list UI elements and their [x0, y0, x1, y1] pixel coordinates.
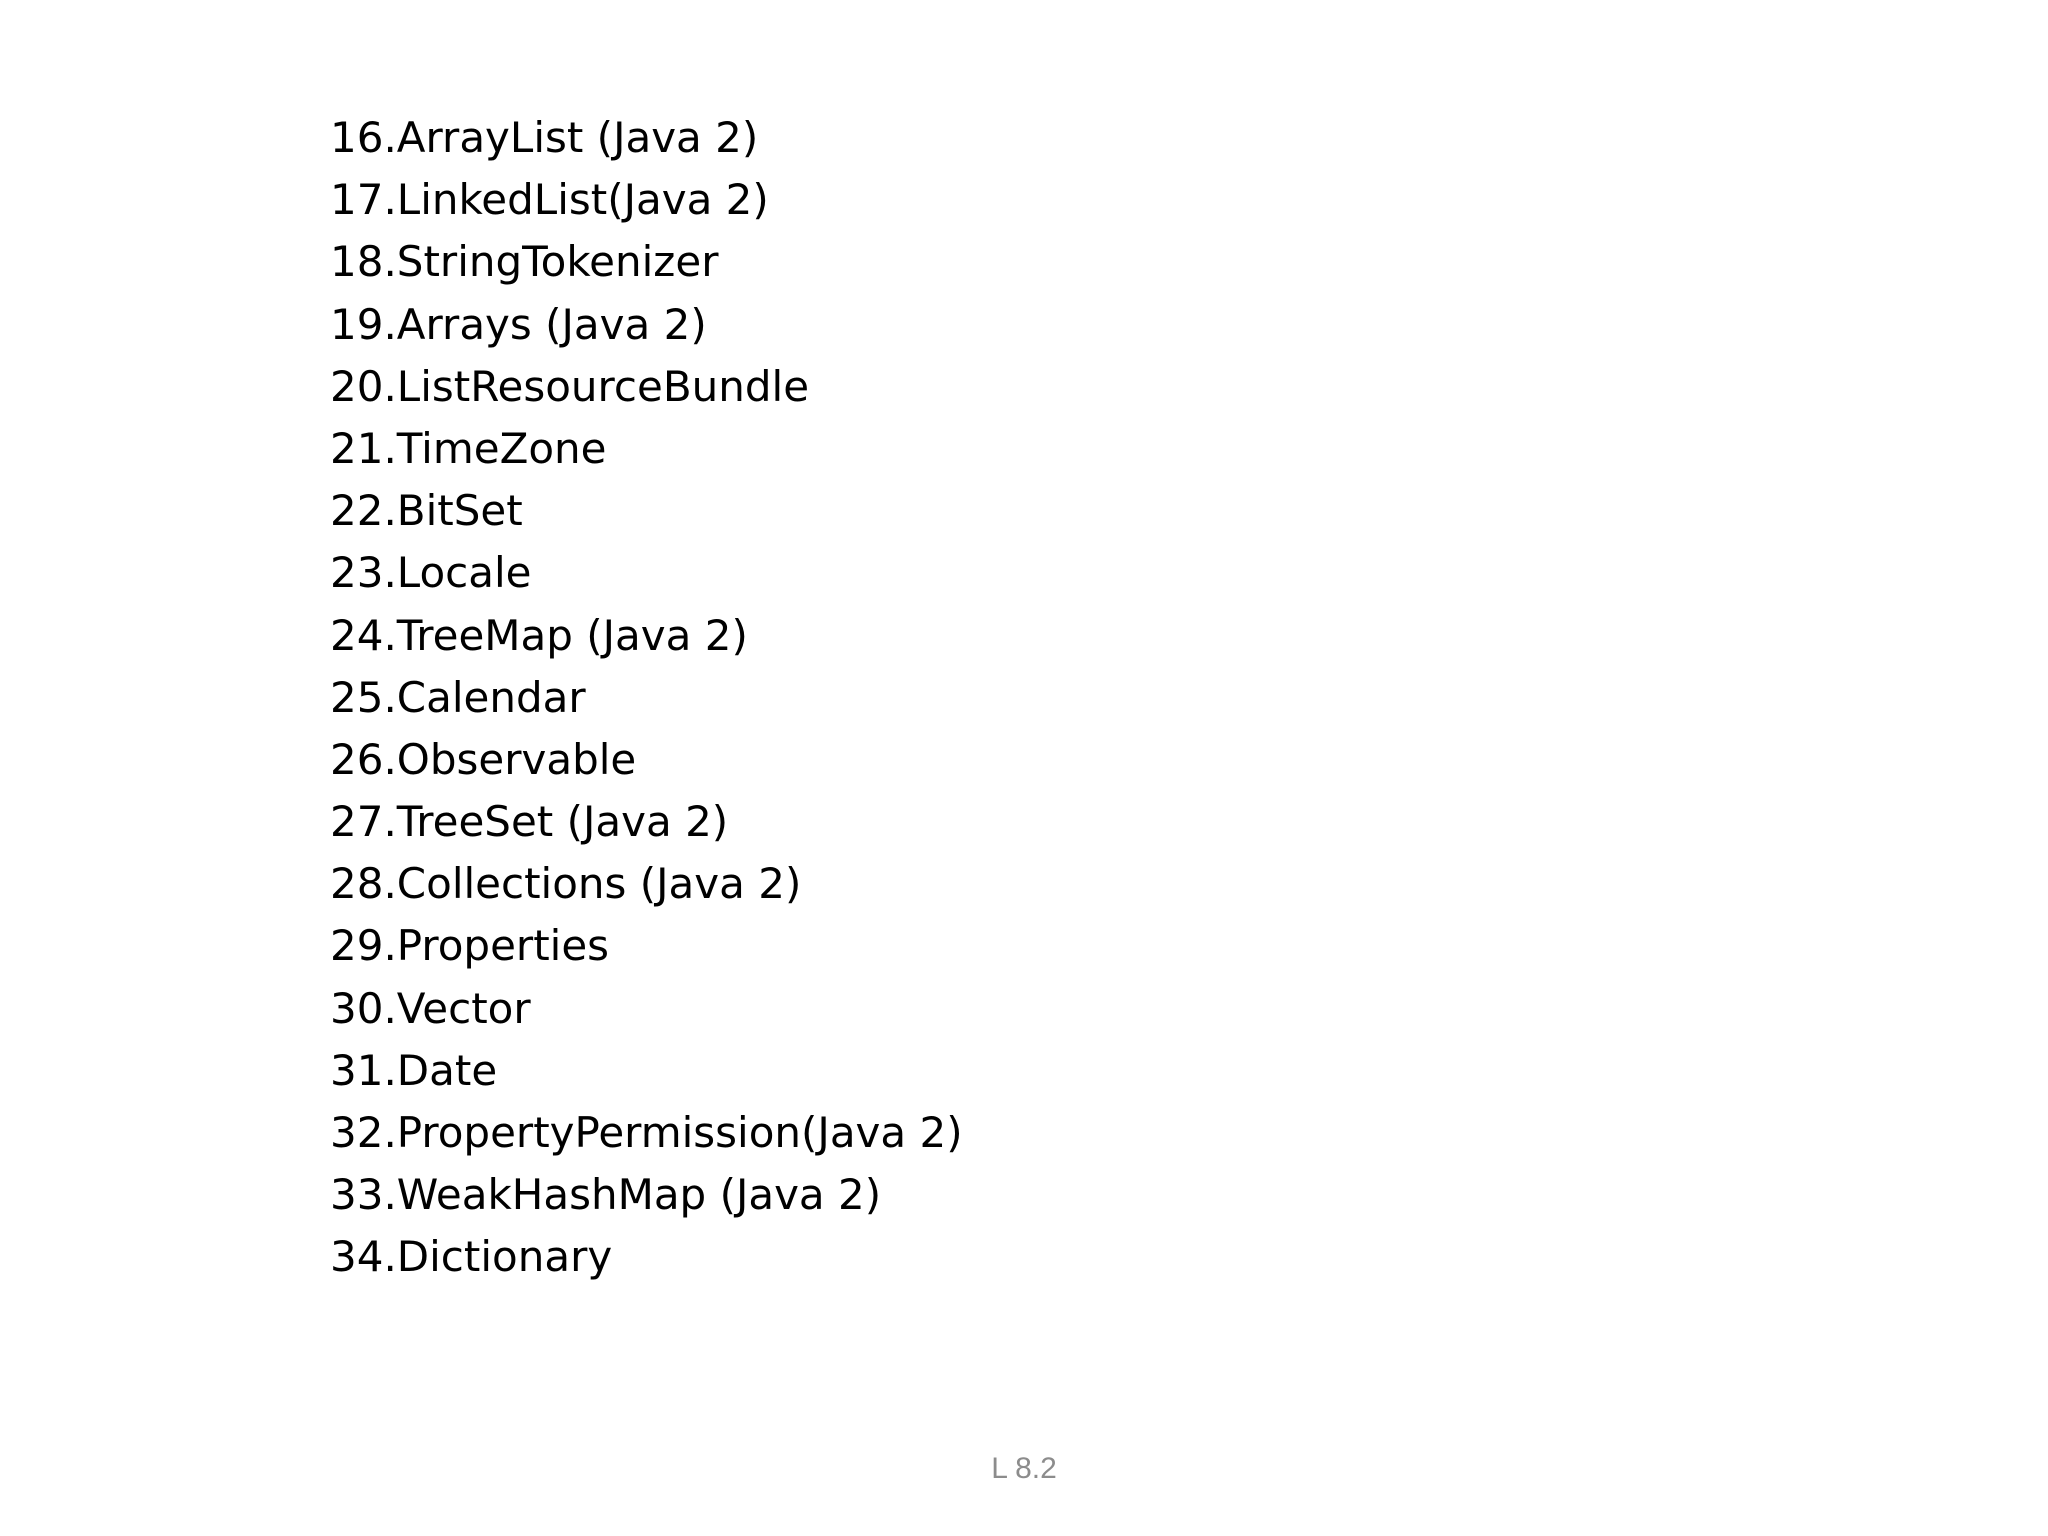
list-item: 25.Calendar — [330, 672, 586, 722]
list-item: 33.WeakHashMap (Java 2) — [330, 1170, 882, 1220]
class-list — [330, 107, 963, 1289]
list-item: 29.Properties — [330, 921, 610, 971]
list-item: 32.PropertyPermission(Java 2) — [330, 1108, 963, 1157]
list-item: 30.Vector — [330, 983, 531, 1033]
list-item: 22.BitSet — [330, 486, 523, 536]
list-item: 23.Locale — [330, 548, 532, 598]
list-item: 17.LinkedList(Java 2) — [330, 175, 769, 225]
list-item: 19.Arrays (Java 2) — [330, 299, 707, 349]
list-item: 18.StringTokenizer — [330, 237, 719, 287]
list-item: 26.Observable — [330, 734, 637, 784]
list-item: 34.Dictionary — [330, 1232, 613, 1282]
list-item: 31.Date — [330, 1045, 498, 1095]
slide-footer: L 8.2 — [991, 1452, 1057, 1485]
list-item: 27.TreeSet (Java 2) — [330, 797, 729, 847]
list-item: 24.TreeMap (Java 2) — [330, 610, 748, 660]
list-item: 28.Collections (Java 2) — [330, 859, 802, 909]
list-item: 21.TimeZone — [330, 423, 607, 473]
list-item: 20.ListResourceBundle — [330, 361, 810, 411]
list-item: 16.ArrayList (Java 2) — [330, 113, 759, 162]
